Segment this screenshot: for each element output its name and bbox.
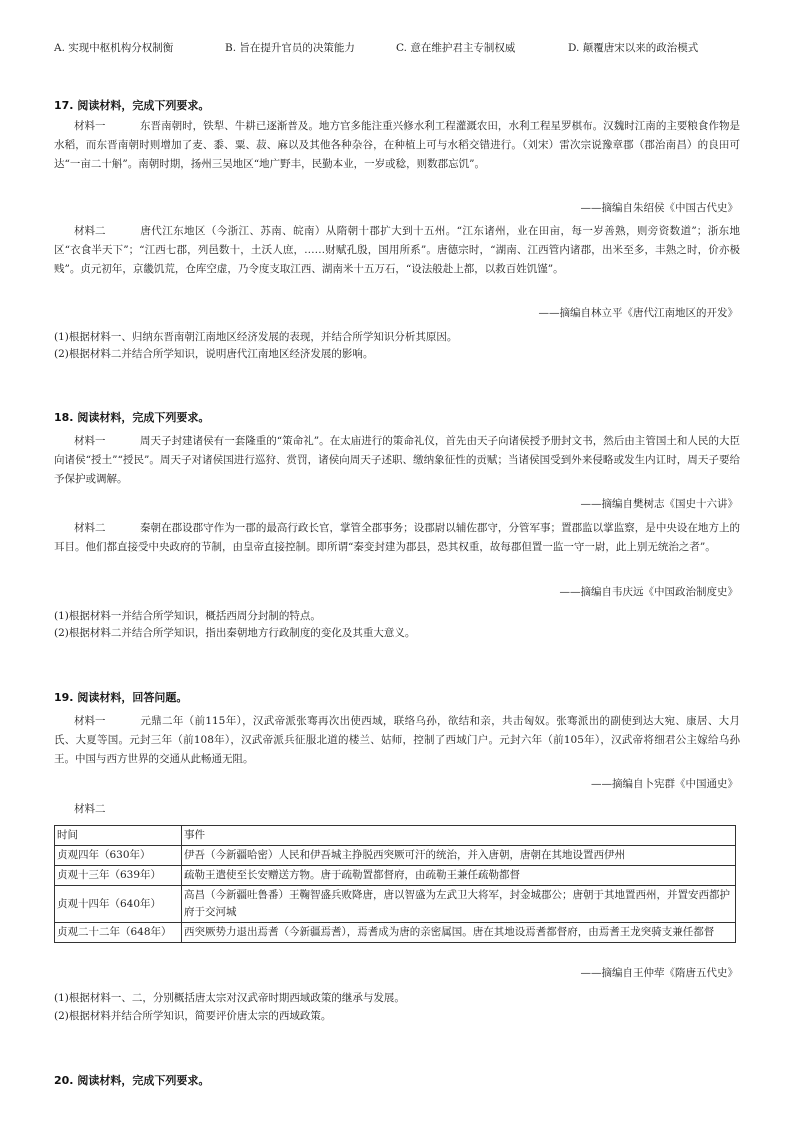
q19-table-source: ——摘编自王仲荦《隋唐五代史》 (580, 967, 738, 979)
material-label: 材料一 (74, 435, 106, 447)
material-text: 元鼎二年（前115年），汉武帝派张骞再次出使西域，联络乌孙，欲结和亲，共击匈奴。张骞派出的副使到达大宛、康居、大月氏、大夏等国。元封三年（前108年），汉武帝派兵征服北道的楼兰、姑师，控制了西域门户。元封六年（前105年），汉武帝将细君公主嫁给乌孙王。中国与西方世界的交通从此畅通无阻。 (54, 715, 740, 765)
material-label: 材料二 (74, 225, 106, 237)
q19-source-1: ——摘编自卜宪群《中国通史》 (591, 778, 738, 790)
material-text: 周天子封建诸侯有一套隆重的“策命礼”。在太庙进行的策命礼仪，首先由天子向诸侯授予册封文书，然后由主管国土和人民的大臣向诸侯“授土”“授民”。周天子对诸侯国进行巡狩、赏罚，诸侯向周天子述职、缴纳象征性的贡赋；当诸侯国受到外来侵略或发生内讧时，周天子要给予保护或调解。 (54, 435, 740, 485)
table-row (55, 866, 736, 886)
option-c: C. 意在维护君主专制权威 (396, 42, 516, 54)
table-header-cell: 时间 (55, 826, 182, 846)
material-label: 材料二 (74, 522, 106, 534)
material-text: 秦朝在郡设郡守作为一郡的最高行政长官，掌管全郡事务；设郡尉以辅佐郡守，分管军事；置郡监以掌监察，是中央设在地方上的耳目。他们都直接受中央政府的节制，由皇帝直接控制。即所谓“秦变封建为郡县，恐其权重，故每郡但置一监一守一尉，此上别无统治之者”。 (54, 522, 740, 553)
q18-ask-1: (1)根据材料一并结合所学知识，概括西周分封制的特点。 (54, 610, 321, 622)
material-text: 东晋南朝时，铁犁、牛耕已逐渐普及。地方官多能注重兴修水利工程灌溉农田，水利工程星罗棋布。汉魏时江南的主要粮食作物是水稻，而东晋南朝时则增加了麦、黍、粟、菽、麻以及其他各种杂谷，在种植上可与水稻交错进行。（刘宋）雷次宗说豫章郡（郡治南昌）的良田可达“一亩二十斛”。南朝时期，扬州三吴地区“地广野丰，民勤本业，一岁或稔，则数郡忘饥”。 (54, 120, 740, 170)
table-row (55, 923, 736, 943)
q18-ask-2: (2)根据材料二并结合所学知识，指出秦朝地方行政制度的变化及其重大意义。 (54, 627, 416, 639)
material-label: 材料一 (74, 120, 106, 132)
table-cell-time: 贞观十四年（640年） (55, 886, 182, 923)
q17-source-2: ——摘编自林立平《唐代江南地区的开发》 (538, 307, 738, 319)
table-header-cell: 事件 (182, 826, 736, 846)
table-cell-time: 贞观二十二年（648年） (55, 923, 182, 943)
table-cell-time: 贞观十三年（639年） (55, 866, 182, 886)
table-cell-event: 伊吾（今新疆哈密）人民和伊吾城主挣脱西突厥可汗的统治，并入唐朝，唐朝在其地设置西伊州 (182, 846, 736, 866)
q20-title: 20. 阅读材料，完成下列要求。 (54, 1074, 210, 1087)
q17-source-1: ——摘编自朱绍侯《中国古代史》 (580, 202, 738, 214)
material-label: 材料一 (74, 715, 106, 727)
material-text: 唐代江东地区（今浙江、苏南、皖南）从隋朝十郡扩大到十五州。“江东诸州，业在田亩，每一岁善熟，则旁资数道”；浙东地区“衣食半天下”；“江西七郡，列邑数十，土沃人庶，……财赋孔殷，国用所系”。唐德宗时，“湖南、江西管内诸郡，出米至多，丰熟之时，价亦极贱”。贞元初年，京畿饥荒，仓库空虚，乃令度支取江西、湖南米十五万石，“设法般赴上都，以救百姓饥馑”。 (54, 225, 740, 275)
option-d: D. 颠覆唐宋以来的政治模式 (568, 42, 699, 54)
table-cell-event: 高昌（今新疆吐鲁番）王鞠智盛兵败降唐，唐以智盛为左武卫大将军，封金城郡公；唐朝于其地置西州，并置安西都护府于交河城 (182, 886, 736, 923)
q17-material-1 (54, 117, 740, 174)
q18-title: 18. 阅读材料，完成下列要求。 (54, 411, 210, 424)
q19-ask-1: (1)根据材料一、二，分别概括唐太宗对汉武帝时期西域政策的继承与发展。 (54, 992, 405, 1004)
q18-material-1 (54, 432, 740, 489)
q17-ask-1: (1)根据材料一、归纳东晋南朝江南地区经济发展的表现，并结合所学知识分析其原因。 (54, 331, 458, 343)
table-cell-time: 贞观四年（630年） (55, 846, 182, 866)
table-row (55, 846, 736, 866)
option-a: A. 实现中枢机构分权制衡 (54, 42, 174, 54)
option-b: B. 旨在提升官员的决策能力 (225, 42, 355, 54)
q17-ask-2: (2)根据材料二并结合所学知识，说明唐代江南地区经济发展的影响。 (54, 348, 374, 360)
table-header-row (55, 826, 736, 846)
q18-material-2 (54, 519, 740, 557)
table-cell-event: 西突厥势力退出焉耆（今新疆焉耆），焉耆成为唐的亲密属国。唐在其地设焉耆都督府，由焉耆王龙突骑支兼任都督 (182, 923, 736, 943)
q18-source-2: ——摘编自韦庆远《中国政治制度史》 (559, 586, 738, 598)
table-row (55, 886, 736, 923)
table-cell-event: 疏勒王遣使至长安赠送方物。唐于疏勒置都督府，由疏勒王兼任疏勒都督 (182, 866, 736, 886)
q17-title: 17. 阅读材料，完成下列要求。 (54, 99, 210, 112)
q19-ask-2: (2)根据材料并结合所学知识，简要评价唐太宗的西域政策。 (54, 1010, 332, 1022)
q19-material-2-label: 材料二 (74, 803, 106, 815)
q17-material-2 (54, 222, 740, 279)
q18-source-1: ——摘编自樊树志《国史十六讲》 (580, 498, 738, 510)
events-table (54, 825, 736, 943)
q19-material-1 (54, 712, 740, 769)
q19-title: 19. 阅读材料，回答问题。 (54, 691, 188, 704)
